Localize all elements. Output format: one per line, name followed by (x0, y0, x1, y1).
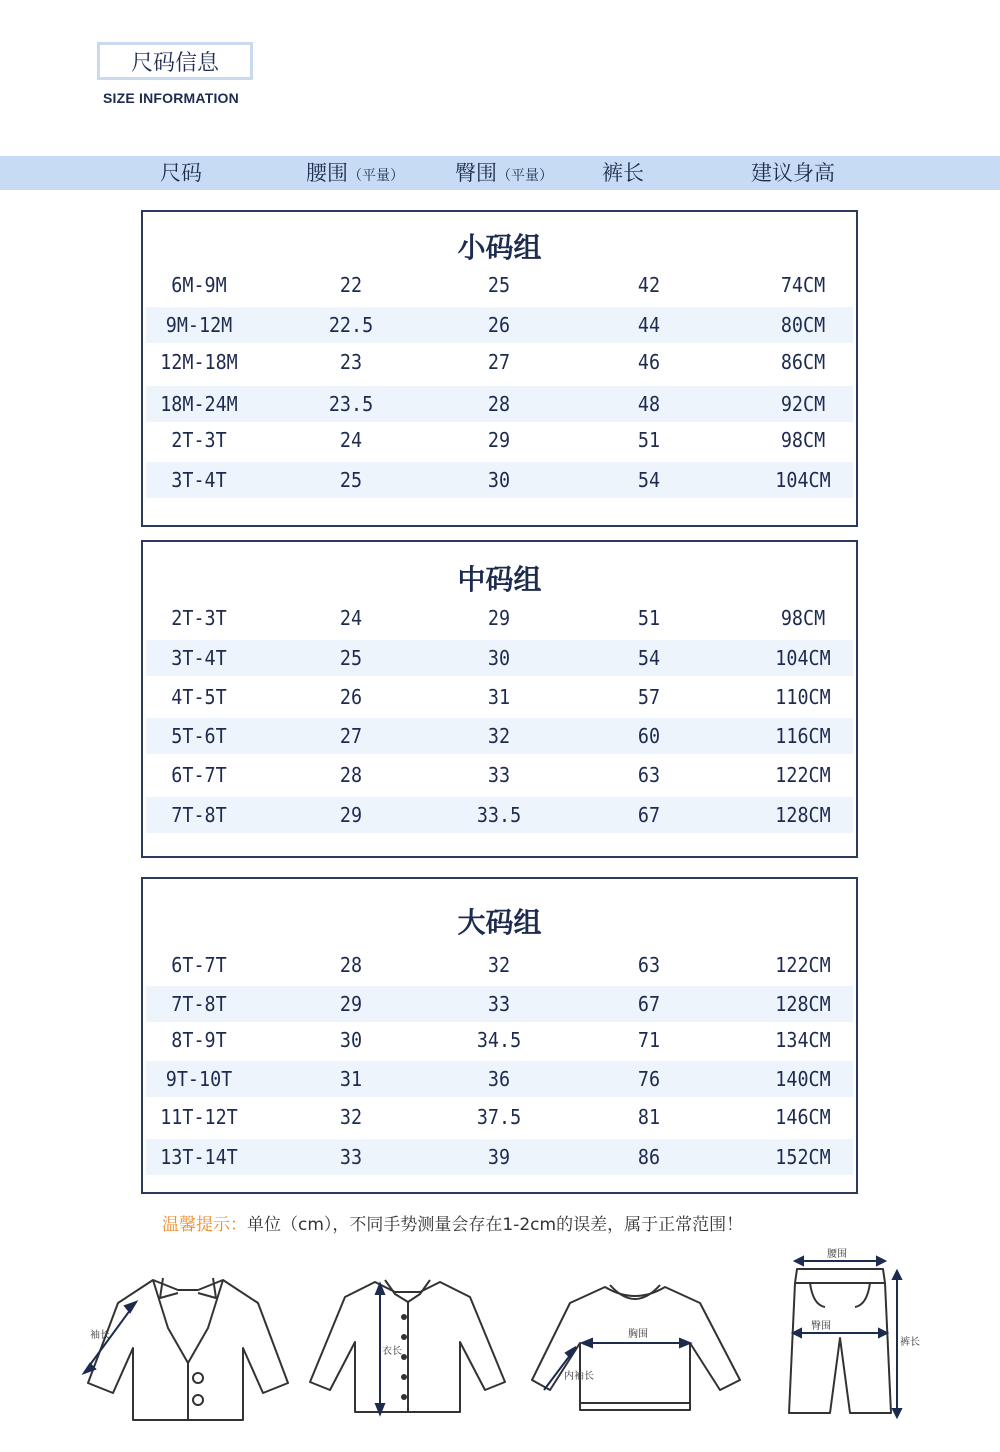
size-group-small (141, 210, 858, 527)
table-header (0, 156, 1000, 190)
tip-label: 温馨提示： (162, 1215, 247, 1235)
cell-height: 128CM (775, 803, 831, 827)
cell-height: 152CM (775, 1145, 831, 1169)
cell-size: 12M-18M (160, 350, 238, 374)
cell-size: 8T-9T (171, 1028, 227, 1052)
cell-hip: 33.5 (476, 803, 522, 827)
cell-height: 80CM (780, 313, 826, 337)
cell-size: 3T-4T (171, 646, 227, 670)
cell-hip: 25 (487, 273, 511, 297)
cell-waist: 33 (339, 1145, 363, 1169)
cell-waist: 29 (339, 803, 363, 827)
cell-size: 6T-7T (171, 953, 227, 977)
size-group-medium (141, 540, 858, 858)
cell-hip: 27 (487, 350, 511, 374)
jacket-diagram (78, 1268, 293, 1428)
table-row (146, 422, 853, 458)
cell-hip: 28 (487, 392, 511, 416)
tip-note (162, 1210, 743, 1235)
cell-waist: 27 (339, 724, 363, 748)
cell-height: 104CM (775, 468, 831, 492)
label-inner-sleeve: 内袖长 (564, 1371, 594, 1382)
cell-length: 60 (637, 724, 661, 748)
header-length: 裤长 (602, 161, 644, 185)
header-hip: 臀围（平量） (455, 161, 553, 185)
cell-hip: 32 (487, 724, 511, 748)
cell-hip: 30 (487, 646, 511, 670)
cell-size: 3T-4T (171, 468, 227, 492)
cell-length: 76 (637, 1067, 661, 1091)
cell-height: 128CM (775, 992, 831, 1016)
cell-waist: 32 (339, 1105, 363, 1129)
cell-size: 4T-5T (171, 685, 227, 709)
cell-waist: 25 (339, 646, 363, 670)
table-row (146, 718, 853, 754)
cell-length: 67 (637, 803, 661, 827)
cell-height: 104CM (775, 646, 831, 670)
group-title: 大码组 (457, 906, 542, 939)
section-title-en: SIZE INFORMATION (103, 90, 239, 106)
cell-hip: 36 (487, 1067, 511, 1091)
cell-length: 81 (637, 1105, 661, 1129)
cell-length: 51 (637, 428, 661, 452)
table-row (146, 986, 853, 1022)
cell-length: 63 (637, 763, 661, 787)
cell-waist: 22 (339, 273, 363, 297)
label-waist: 腰围 (827, 1249, 847, 1260)
cell-length: 57 (637, 685, 661, 709)
cell-size: 9M-12M (165, 313, 233, 337)
table-row (146, 757, 853, 793)
label-body-length: 衣长 (382, 1346, 402, 1357)
cell-length: 51 (637, 606, 661, 630)
label-chest: 胸围 (628, 1329, 648, 1340)
cell-size: 6M-9M (171, 273, 227, 297)
cell-height: 98CM (780, 606, 826, 630)
table-row (146, 267, 853, 303)
cell-height: 146CM (775, 1105, 831, 1129)
cell-size: 2T-3T (171, 606, 227, 630)
cell-size: 7T-8T (171, 803, 227, 827)
cell-size: 18M-24M (160, 392, 238, 416)
cell-waist: 23.5 (328, 392, 374, 416)
cell-length: 71 (637, 1028, 661, 1052)
cell-hip: 29 (487, 428, 511, 452)
table-row (146, 1022, 853, 1058)
header-size: 尺码 (160, 161, 202, 185)
header-height: 建议身高 (751, 161, 835, 185)
cell-hip: 37.5 (476, 1105, 522, 1129)
table-row (146, 797, 853, 833)
label-hip: 臀围 (811, 1321, 831, 1332)
sweater-diagram (530, 1275, 745, 1420)
cell-height: 110CM (775, 685, 831, 709)
cell-size: 13T-14T (160, 1145, 238, 1169)
group-title: 小码组 (457, 231, 542, 264)
pants-diagram (775, 1243, 925, 1423)
cell-waist: 29 (339, 992, 363, 1016)
size-group-large (141, 877, 858, 1194)
cell-height: 116CM (775, 724, 831, 748)
cell-waist: 28 (339, 763, 363, 787)
cell-hip: 34.5 (476, 1028, 522, 1052)
table-row (146, 344, 853, 380)
cell-length: 44 (637, 313, 661, 337)
table-row (146, 307, 853, 343)
cell-waist: 31 (339, 1067, 363, 1091)
cell-waist: 28 (339, 953, 363, 977)
cell-height: 134CM (775, 1028, 831, 1052)
cell-length: 46 (637, 350, 661, 374)
tip-text: 单位（cm），不同手势测量会存在1-2cm的误差，属于正常范围！ (247, 1215, 744, 1235)
table-row (146, 1061, 853, 1097)
cell-hip: 30 (487, 468, 511, 492)
cell-height: 86CM (780, 350, 826, 374)
cell-hip: 39 (487, 1145, 511, 1169)
cell-waist: 23 (339, 350, 363, 374)
cell-size: 9T-10T (165, 1067, 233, 1091)
cell-length: 54 (637, 468, 661, 492)
table-row (146, 462, 853, 498)
cell-height: 98CM (780, 428, 826, 452)
table-row (146, 1139, 853, 1175)
table-row (146, 947, 853, 983)
cell-hip: 32 (487, 953, 511, 977)
group-title: 中码组 (457, 563, 542, 596)
cell-length: 54 (637, 646, 661, 670)
table-row (146, 640, 853, 676)
cell-waist: 26 (339, 685, 363, 709)
cell-hip: 26 (487, 313, 511, 337)
cell-height: 92CM (780, 392, 826, 416)
cell-waist: 30 (339, 1028, 363, 1052)
table-row (146, 600, 853, 636)
header-waist: 腰围（平量） (306, 161, 404, 185)
cell-length: 67 (637, 992, 661, 1016)
cell-hip: 33 (487, 763, 511, 787)
cell-hip: 29 (487, 606, 511, 630)
cell-height: 122CM (775, 763, 831, 787)
cell-size: 5T-6T (171, 724, 227, 748)
table-row (146, 1099, 853, 1135)
cell-hip: 33 (487, 992, 511, 1016)
cell-waist: 24 (339, 428, 363, 452)
shirt-diagram (300, 1272, 515, 1422)
cell-hip: 31 (487, 685, 511, 709)
cell-size: 11T-12T (160, 1105, 238, 1129)
cell-length: 42 (637, 273, 661, 297)
cell-waist: 25 (339, 468, 363, 492)
label-pants-length: 裤长 (900, 1337, 920, 1348)
section-title: 尺码信息 (97, 42, 253, 80)
cell-height: 74CM (780, 273, 826, 297)
cell-size: 6T-7T (171, 763, 227, 787)
cell-waist: 22.5 (328, 313, 374, 337)
cell-waist: 24 (339, 606, 363, 630)
table-row (146, 679, 853, 715)
cell-size: 2T-3T (171, 428, 227, 452)
cell-length: 48 (637, 392, 661, 416)
cell-height: 140CM (775, 1067, 831, 1091)
table-row (146, 386, 853, 422)
cell-length: 86 (637, 1145, 661, 1169)
cell-length: 63 (637, 953, 661, 977)
cell-size: 7T-8T (171, 992, 227, 1016)
label-sleeve: 袖长 (90, 1330, 110, 1341)
cell-height: 122CM (775, 953, 831, 977)
